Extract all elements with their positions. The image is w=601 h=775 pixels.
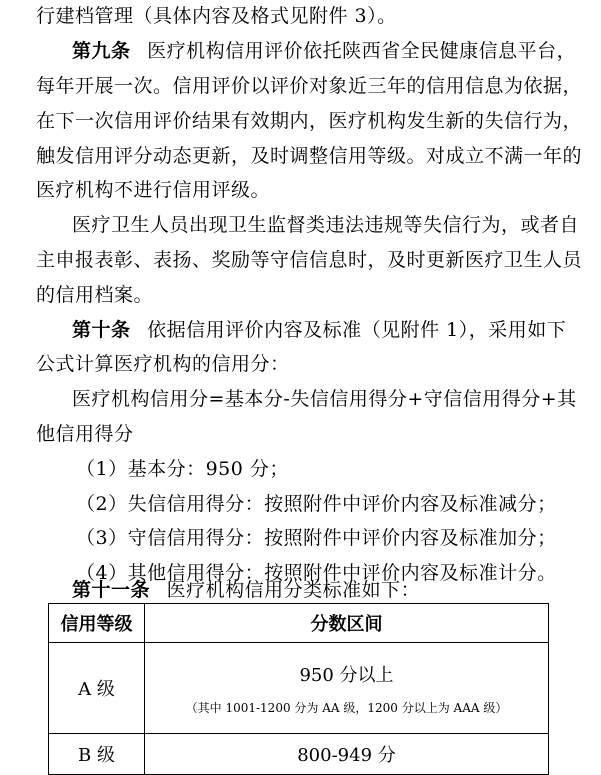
column-header: 信用等级 — [49, 604, 145, 643]
credit-grade-table — [48, 603, 549, 775]
list-item: （3）守信信用得分：按照附件中评价内容及标准加分； — [76, 527, 557, 549]
text-line: 主申报表彰、表扬、奖励等守信信息时，及时更新医疗卫生人员 — [36, 249, 583, 271]
table-row — [49, 734, 549, 775]
text-line: 的信用档案。 — [36, 284, 154, 306]
text-span: 依据信用评价内容及标准（见附件 1），采用如下 — [147, 319, 567, 341]
range-cell — [145, 643, 549, 734]
table-header-row — [49, 604, 549, 643]
range-note: （其中 1001-1200 分为 AA 级，1200 分以上为 AAA 级） — [185, 700, 508, 715]
list-item: （1）基本分：950 分； — [76, 458, 289, 480]
text-span: 医疗机构信用评价依托陕西省全民健康信息平台， — [147, 40, 577, 62]
grade-cell: A 级 — [49, 643, 145, 734]
text-line: 公式计算医疗机构的信用分： — [36, 353, 290, 375]
formula-line: 医疗机构信用分=基本分-失信信用得分+守信信用得分+其 — [72, 388, 577, 410]
text-line: 在下一次信用评价结果有效期内，医疗机构发生新的失信行为， — [36, 110, 583, 132]
range-value: 950 分以上 — [299, 664, 394, 686]
article-10-heading: 第十条 — [72, 319, 131, 341]
article-11-heading: 第十一条 — [72, 579, 151, 601]
text-line: 医疗机构不进行信用评级。 — [36, 179, 271, 201]
text-span: 医疗机构信用分类标准如下： — [166, 579, 421, 601]
text-line: 行建档管理（具体内容及格式见附件 3）。 — [36, 5, 397, 27]
list-item: （2）失信信用得分：按照附件中评价内容及标准减分； — [76, 493, 557, 515]
article-9-heading: 第九条 — [72, 40, 131, 62]
column-header: 分数区间 — [145, 604, 549, 643]
article-9-line — [72, 39, 576, 63]
article-11-line — [72, 578, 420, 602]
range-cell: 800-949 分 — [145, 734, 549, 775]
list-item: （4）其他信用得分：按照附件中评价内容及标准计分。 — [76, 562, 557, 584]
text-line: 每年开展一次。信用评价以评价对象近三年的信用信息为依据， — [36, 75, 583, 97]
article-10-line — [72, 318, 566, 342]
table-row — [49, 643, 549, 734]
formula-line: 他信用得分 — [36, 423, 134, 445]
grade-cell: B 级 — [49, 734, 145, 775]
text-line: 医疗卫生人员出现卫生监督类违法违规等失信行为，或者自 — [72, 214, 580, 236]
text-line: 触发信用评分动态更新，及时调整信用等级。对成立不满一年的 — [36, 145, 583, 167]
